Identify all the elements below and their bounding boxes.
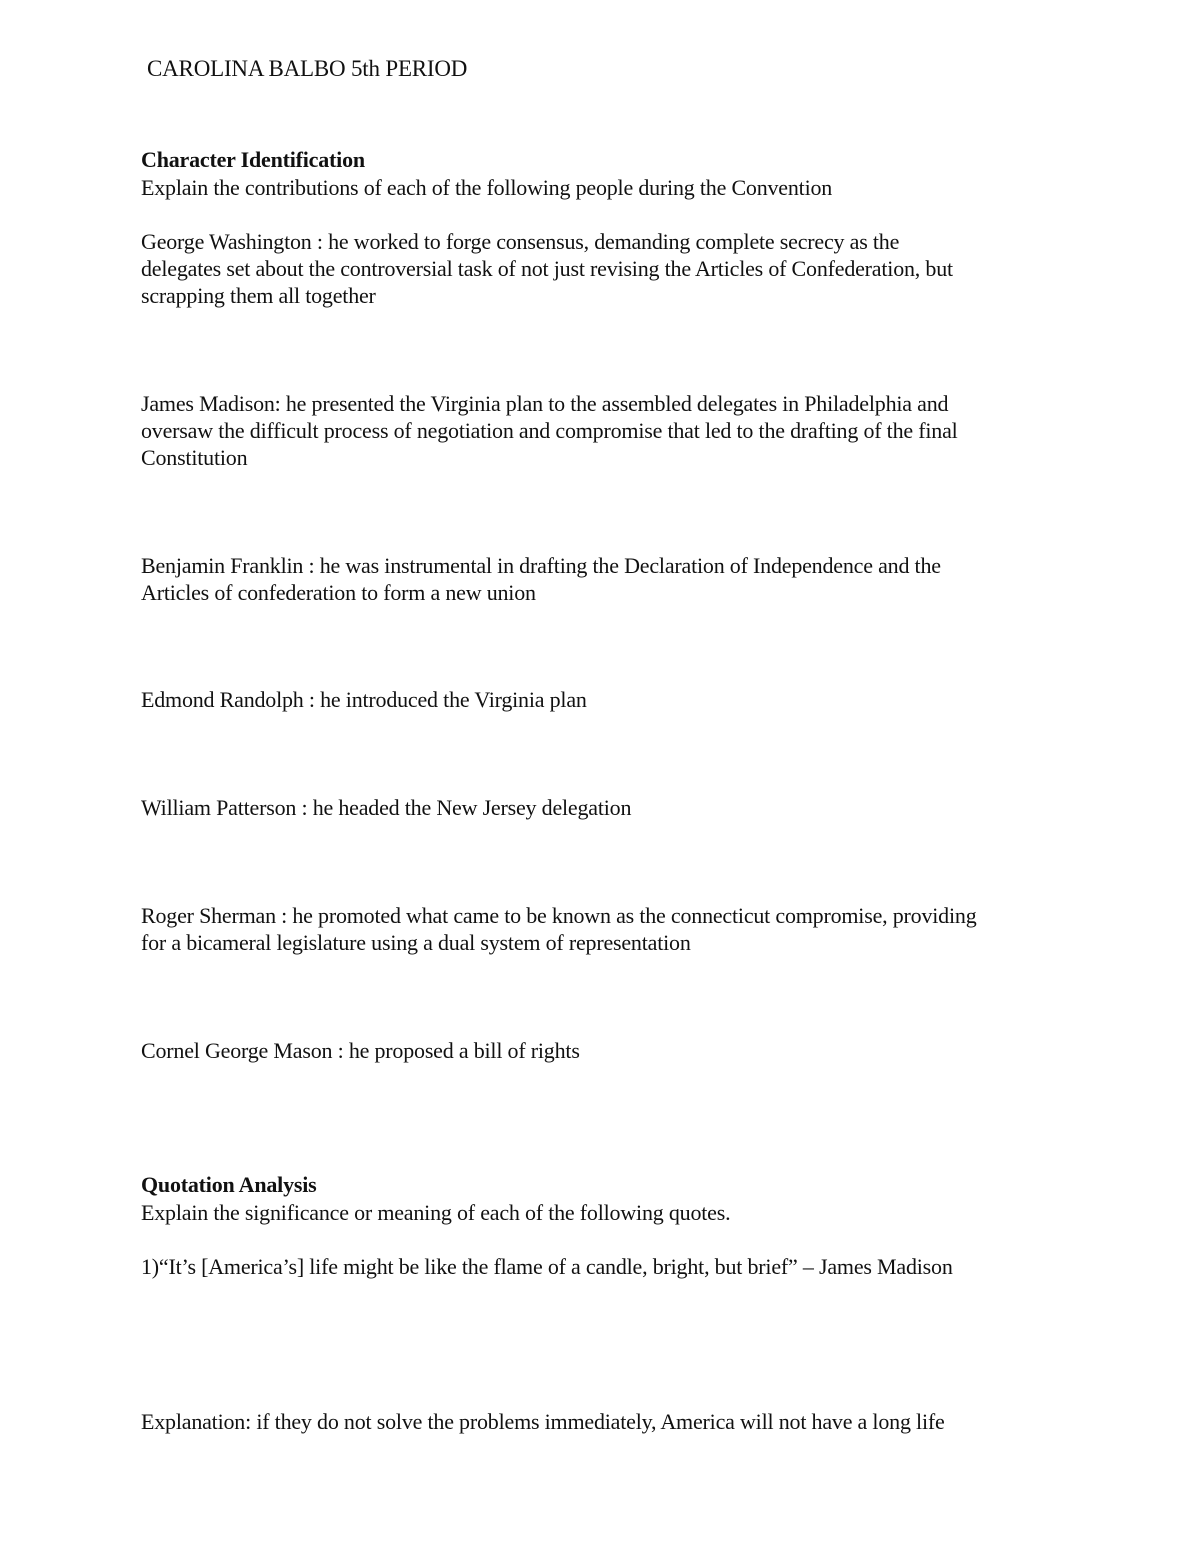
entry-line: George Washington : he worked to forge consensus, demanding complete secrecy as the: [141, 229, 900, 254]
entry-line: Articles of confederation to form a new union: [141, 580, 536, 605]
entry-line: William Patterson : he headed the New Jersey delegation: [141, 795, 632, 820]
entry-line: Edmond Randolph : he introduced the Virginia plan: [141, 687, 587, 712]
entry-line: Benjamin Franklin : he was instrumental in drafting the Declaration of Independence and the: [141, 553, 941, 578]
entry-line: Roger Sherman : he promoted what came to be known as the connecticut compromise, providing: [141, 903, 977, 928]
entry-line: Constitution: [141, 445, 248, 470]
entry-line: for a bicameral legislature using a dual system of representation: [141, 930, 691, 955]
entry-line: scrapping them all together: [141, 283, 376, 308]
character-identification-instruction: Explain the contributions of each of the following people during the Convention: [141, 175, 833, 200]
entry-line: Cornel George Mason : he proposed a bill of rights: [141, 1038, 580, 1063]
quotation-analysis-heading: Quotation Analysis: [141, 1172, 317, 1197]
quote-text: 1)“It’s [America’s] life might be like the flame of a candle, bright, but brief” – James Madison: [141, 1254, 953, 1279]
quotation-analysis-instruction: Explain the significance or meaning of each of the following quotes.: [141, 1200, 731, 1225]
entry-line: James Madison: he presented the Virginia plan to the assembled delegates in Philadelphia and: [141, 391, 949, 416]
document-title: CAROLINA BALBO 5th PERIOD: [147, 56, 468, 81]
quote-explanation: Explanation: if they do not solve the problems immediately, America will not have a long life: [141, 1409, 945, 1434]
entry-line: oversaw the difficult process of negotiation and compromise that led to the drafting of the final: [141, 418, 958, 443]
entry-line: delegates set about the controversial task of not just revising the Articles of Confederation, but: [141, 256, 953, 281]
character-identification-heading: Character Identification: [141, 147, 365, 172]
